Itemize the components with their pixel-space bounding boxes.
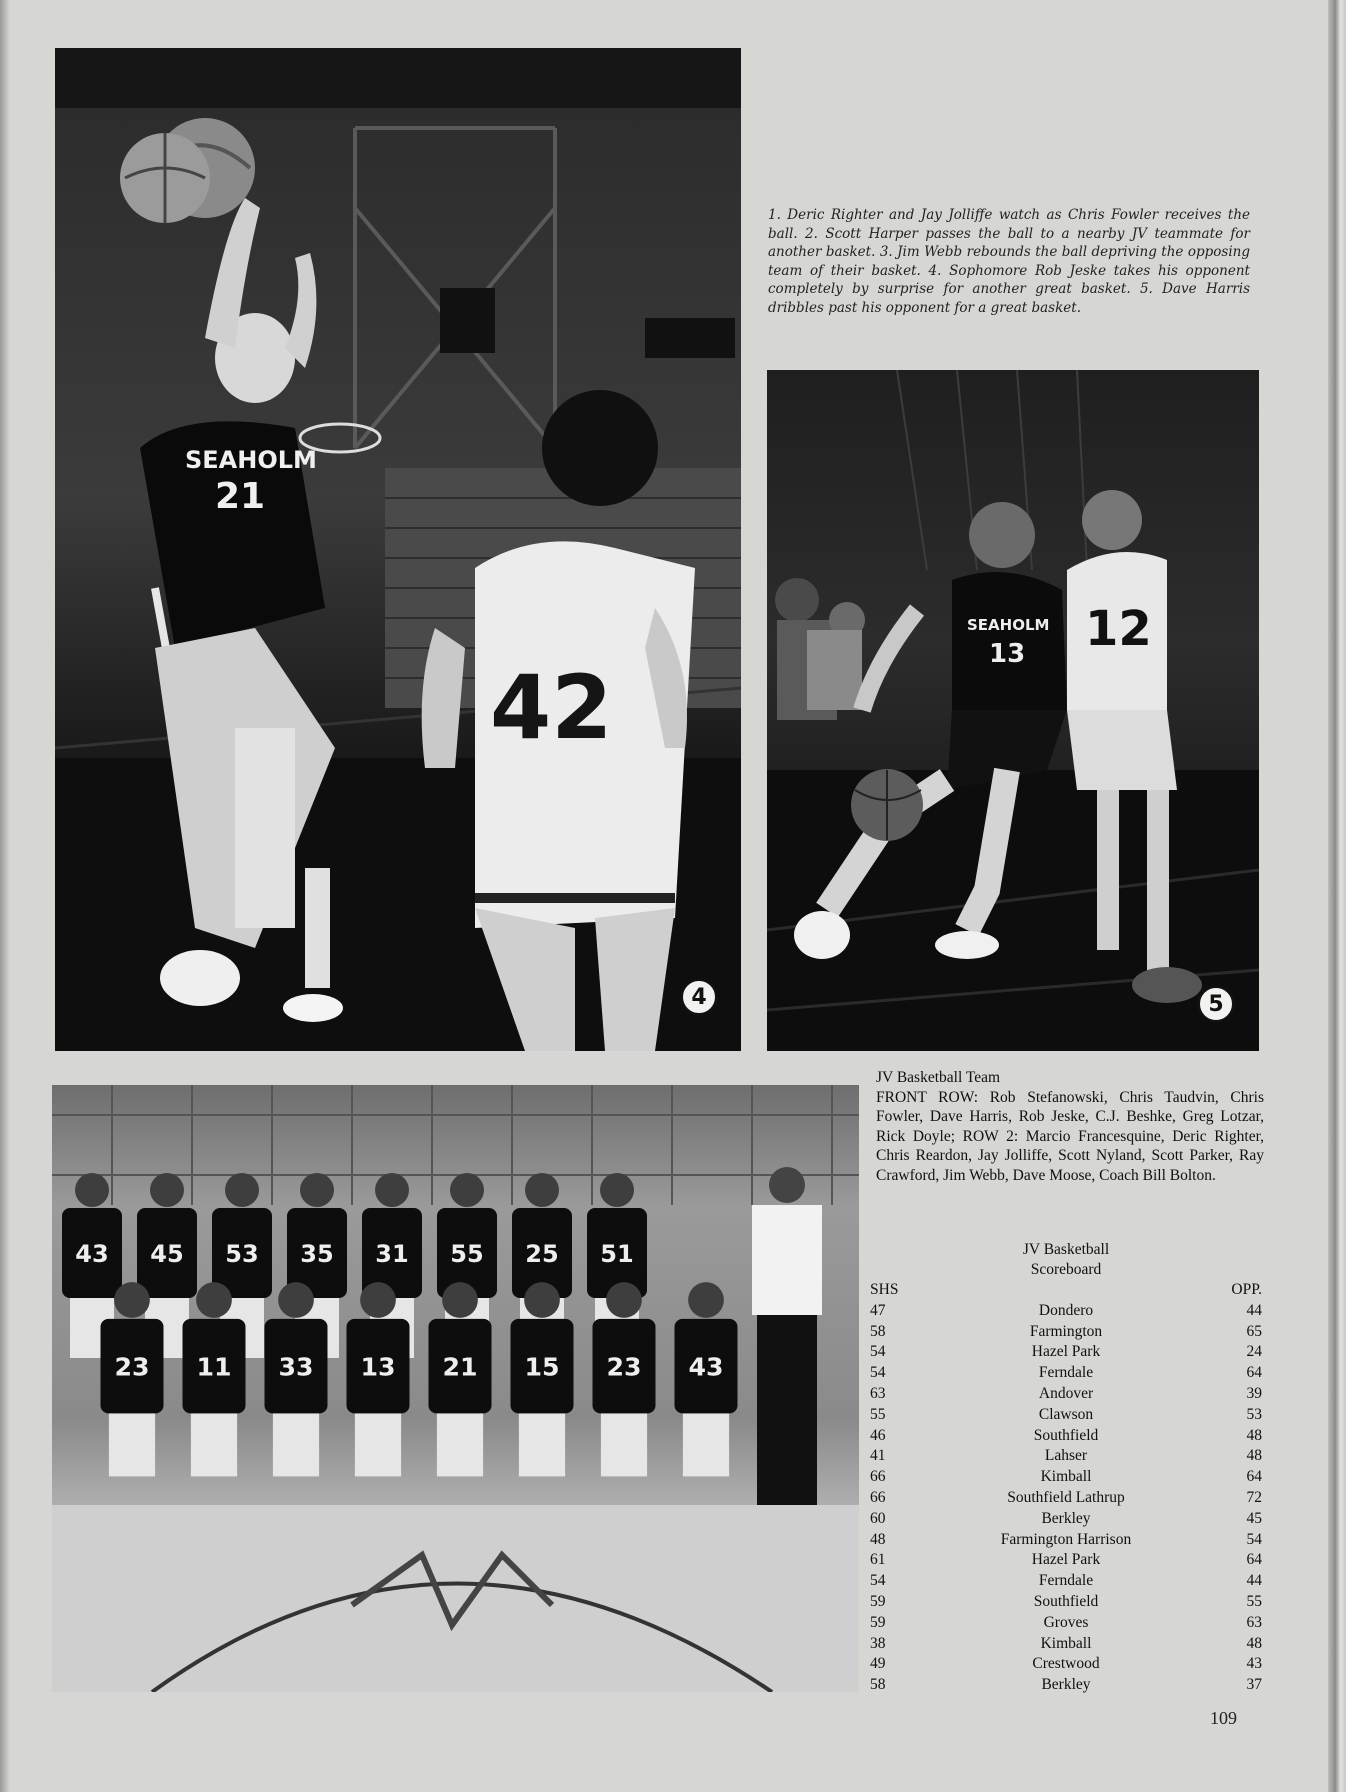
scoreboard-row bbox=[870, 1426, 1262, 1447]
score-opp: 48 bbox=[1246, 1634, 1262, 1652]
opponent-name: Farmington bbox=[1029, 1322, 1103, 1340]
team-title: JV Basketball Team bbox=[876, 1069, 1001, 1086]
score-opp: 64 bbox=[1246, 1364, 1262, 1382]
photo-4-image bbox=[55, 48, 741, 1051]
scoreboard-row bbox=[870, 1384, 1262, 1405]
opponent-name: Clawson bbox=[1038, 1405, 1094, 1423]
scoreboard-row bbox=[870, 1446, 1262, 1467]
svg-text:53: 53 bbox=[225, 1240, 259, 1268]
score-shs: 54 bbox=[870, 1572, 886, 1590]
photo-caption: 1. Deric Righter and Jay Jolliffe watch as Chris Fowler receives the ball. 2. Scott Harper passes the ball to a nearby JV teammate for another basket. 3. Jim Webb rebounds the ball depriving the opposing team of their basket. 4. Sophomore Rob Jeske takes his opponent completely by surprise for another great basket. 5. Dave Harris dribbles past his opponent for a great basket. bbox=[768, 207, 1250, 316]
svg-text:55: 55 bbox=[450, 1240, 484, 1268]
score-opp: 44 bbox=[1246, 1301, 1262, 1319]
score-shs: 41 bbox=[870, 1447, 886, 1465]
score-shs: 59 bbox=[870, 1613, 886, 1631]
score-opp: 63 bbox=[1246, 1613, 1262, 1631]
opponent-name: Berkley bbox=[1041, 1676, 1091, 1694]
opponent-name: Ferndale bbox=[1038, 1364, 1094, 1382]
svg-text:43: 43 bbox=[688, 1352, 724, 1382]
score-opp: 65 bbox=[1246, 1322, 1262, 1340]
opponent-name: Ferndale bbox=[1038, 1572, 1094, 1590]
scoreboard bbox=[870, 1240, 1262, 1696]
score-shs: 47 bbox=[870, 1301, 886, 1319]
scoreboard-row bbox=[870, 1675, 1262, 1696]
svg-text:25: 25 bbox=[525, 1240, 559, 1268]
opponent-name: Southfield Lathrup bbox=[1007, 1488, 1125, 1506]
score-opp: 72 bbox=[1246, 1488, 1262, 1506]
svg-text:13: 13 bbox=[360, 1352, 396, 1382]
svg-text:23: 23 bbox=[114, 1352, 150, 1382]
opponent-name: Kimball bbox=[1040, 1634, 1092, 1652]
svg-text:35: 35 bbox=[300, 1240, 334, 1268]
score-opp: 54 bbox=[1246, 1530, 1262, 1548]
scoreboard-col-opp: OPP. bbox=[1231, 1281, 1262, 1298]
score-opp: 45 bbox=[1246, 1509, 1262, 1527]
photo-5 bbox=[767, 370, 1259, 1051]
score-shs: 46 bbox=[870, 1426, 886, 1444]
scoreboard-row bbox=[870, 1509, 1262, 1530]
score-opp: 37 bbox=[1246, 1676, 1262, 1694]
team-photo-image bbox=[52, 1085, 859, 1692]
team-roster: FRONT ROW: Rob Stefanowski, Chris Taudvin, Chris Fowler, Dave Harris, Rob Jeske, C.J. Beshke, Greg Lotzar, Rick Doyle; ROW 2: Marcio Francesquine, Deric Righter, Chris Reardon, Jay Jolliffe, Scott Nyland, Scott Parker, Ray Crawford, Jim Webb, Dave Moose, Coach Bill Bolton. bbox=[876, 1088, 1264, 1184]
team-photo bbox=[52, 1085, 859, 1692]
score-opp: 44 bbox=[1246, 1572, 1262, 1590]
opponent-name: Hazel Park bbox=[1031, 1343, 1101, 1361]
scoreboard-row bbox=[870, 1342, 1262, 1363]
score-opp: 55 bbox=[1246, 1592, 1262, 1610]
svg-text:51: 51 bbox=[600, 1240, 634, 1268]
opponent-name: Farmington Harrison bbox=[1000, 1530, 1132, 1548]
svg-text:12: 12 bbox=[1085, 601, 1152, 657]
page-right-edge bbox=[1328, 0, 1346, 1792]
score-opp: 24 bbox=[1246, 1343, 1262, 1361]
score-shs: 60 bbox=[870, 1509, 886, 1527]
scoreboard-row bbox=[870, 1301, 1262, 1322]
svg-text:15: 15 bbox=[524, 1352, 560, 1382]
scoreboard-row bbox=[870, 1550, 1262, 1571]
photo-5-image bbox=[767, 370, 1259, 1051]
scoreboard-row bbox=[870, 1488, 1262, 1509]
score-opp: 48 bbox=[1246, 1426, 1262, 1444]
svg-text:42: 42 bbox=[490, 656, 613, 759]
score-shs: 66 bbox=[870, 1488, 886, 1506]
svg-text:11: 11 bbox=[196, 1352, 232, 1382]
score-opp: 64 bbox=[1246, 1468, 1262, 1486]
score-shs: 54 bbox=[870, 1343, 886, 1361]
score-shs: 49 bbox=[870, 1655, 886, 1673]
scoreboard-rows bbox=[870, 1301, 1262, 1696]
opponent-name: Groves bbox=[1043, 1613, 1089, 1631]
opponent-name: Southfield bbox=[1033, 1592, 1099, 1610]
opponent-name: Berkley bbox=[1041, 1509, 1091, 1527]
scoreboard-row bbox=[870, 1322, 1262, 1343]
scoreboard-row bbox=[870, 1634, 1262, 1655]
opponent-name: Andover bbox=[1038, 1384, 1094, 1402]
score-opp: 53 bbox=[1246, 1405, 1262, 1423]
scoreboard-row bbox=[870, 1467, 1262, 1488]
scoreboard-header bbox=[870, 1280, 1262, 1301]
opponent-name: Dondero bbox=[1038, 1301, 1094, 1319]
score-opp: 64 bbox=[1246, 1551, 1262, 1569]
score-shs: 38 bbox=[870, 1634, 886, 1652]
score-shs: 61 bbox=[870, 1551, 886, 1569]
svg-text:23: 23 bbox=[606, 1352, 642, 1382]
photo-4 bbox=[55, 48, 741, 1051]
svg-text:33: 33 bbox=[278, 1352, 314, 1382]
scoreboard-row bbox=[870, 1654, 1262, 1675]
page-binding-edge bbox=[0, 0, 10, 1792]
scoreboard-col-shs: SHS bbox=[870, 1281, 899, 1298]
score-shs: 54 bbox=[870, 1364, 886, 1382]
score-shs: 55 bbox=[870, 1405, 886, 1423]
svg-text:21: 21 bbox=[442, 1352, 478, 1382]
scoreboard-row bbox=[870, 1530, 1262, 1551]
score-shs: 66 bbox=[870, 1468, 886, 1486]
svg-text:SEAHOLM: SEAHOLM bbox=[967, 616, 1050, 634]
score-shs: 48 bbox=[870, 1530, 886, 1548]
scoreboard-row bbox=[870, 1363, 1262, 1384]
svg-text:21: 21 bbox=[215, 476, 266, 517]
score-shs: 59 bbox=[870, 1592, 886, 1610]
photo-number-badge: 5 bbox=[1197, 985, 1235, 1023]
team-roster-block bbox=[876, 1068, 1264, 1185]
svg-text:13: 13 bbox=[989, 639, 1026, 669]
opponent-name: Crestwood bbox=[1032, 1655, 1100, 1673]
scoreboard-row bbox=[870, 1613, 1262, 1634]
opponent-name: Hazel Park bbox=[1031, 1551, 1101, 1569]
score-shs: 58 bbox=[870, 1322, 886, 1340]
scoreboard-title-line1: JV Basketball bbox=[1022, 1241, 1110, 1258]
svg-text:31: 31 bbox=[375, 1240, 409, 1268]
opponent-name: Lahser bbox=[1044, 1447, 1088, 1465]
score-shs: 58 bbox=[870, 1676, 886, 1694]
scoreboard-row bbox=[870, 1571, 1262, 1592]
svg-text:SEAHOLM: SEAHOLM bbox=[185, 446, 317, 474]
scoreboard-title-line2: Scoreboard bbox=[1030, 1261, 1102, 1278]
svg-text:45: 45 bbox=[150, 1240, 184, 1268]
score-opp: 43 bbox=[1246, 1655, 1262, 1673]
score-shs: 63 bbox=[870, 1384, 886, 1402]
svg-text:43: 43 bbox=[75, 1240, 109, 1268]
scoreboard-row bbox=[870, 1405, 1262, 1426]
score-opp: 39 bbox=[1246, 1384, 1262, 1402]
photo-number-badge: 4 bbox=[680, 978, 718, 1016]
opponent-name: Kimball bbox=[1040, 1468, 1092, 1486]
team-coach bbox=[752, 1167, 822, 1505]
scoreboard-row bbox=[870, 1592, 1262, 1613]
opponent-name: Southfield bbox=[1033, 1426, 1099, 1444]
score-opp: 48 bbox=[1246, 1447, 1262, 1465]
page-number: 109 bbox=[1210, 1708, 1237, 1728]
